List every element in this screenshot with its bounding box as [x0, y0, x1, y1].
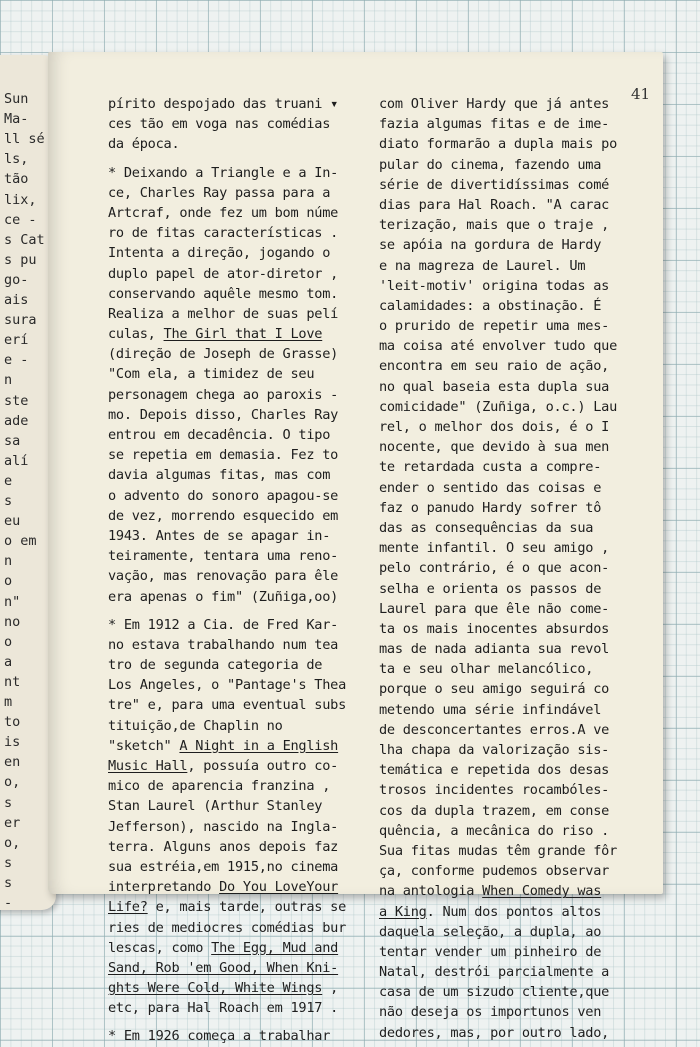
- text-segment: lescas, como: [108, 939, 212, 956]
- text-line: ta os mais inocentes absurdos: [379, 620, 610, 637]
- facing-page-fragment: a: [4, 653, 13, 670]
- left-column: [108, 94, 418, 1047]
- text-line: Intenta a direção, jogando o: [108, 245, 331, 262]
- text-line: o prurido de repetir uma mes-: [379, 318, 610, 335]
- text-line: das as consequências da sua: [379, 519, 594, 536]
- text-line: [108, 736, 418, 756]
- text-segment: . Num dos pontos altos: [426, 903, 602, 920]
- facing-page-fragment: s: [4, 854, 13, 871]
- facing-page-fragment: o em: [4, 533, 37, 550]
- text-line: Realiza a melhor de suas pelí: [108, 305, 339, 322]
- facing-page-fragment: o,: [4, 774, 21, 791]
- text-line: 'leit-motiv' origina todas as: [379, 277, 610, 294]
- facing-page-fragment: -: [4, 895, 13, 910]
- facing-page-fragment: alí: [4, 452, 29, 469]
- text-segment: "sketch": [108, 737, 180, 754]
- text-line: metendo uma série infindável: [379, 701, 602, 718]
- text-line: se repetia em demasia. Fez to: [108, 447, 339, 464]
- facing-page-fragment: sura: [4, 312, 37, 329]
- text-line: ro de fitas características .: [108, 225, 339, 242]
- text-line: * Em 1926 começa a trabalhar: [108, 1028, 331, 1045]
- text-line: mente infantil. O seu amigo ,: [379, 540, 610, 557]
- text-line: "Com ela, a timidez de seu: [108, 366, 315, 383]
- facing-page-fragment: s pu: [4, 251, 37, 268]
- right-column: [379, 94, 649, 1043]
- text-line: selha e orienta os passos de: [379, 580, 602, 597]
- text-segment: ,: [322, 980, 339, 997]
- text-line: etc, para Hal Roach em 1917 .: [108, 1000, 339, 1017]
- text-line: o advento do sonoro apagou-se: [108, 487, 339, 504]
- text-line: terra. Alguns anos depois faz: [108, 838, 339, 855]
- facing-page-fragment: lix,: [4, 191, 37, 208]
- facing-page-fragment: o,: [4, 834, 21, 851]
- text-line: mas de nada adianta sua revol: [379, 641, 610, 658]
- facing-page-fragment: ste: [4, 392, 29, 409]
- typewritten-page: [48, 52, 663, 1045]
- text-segment: interpretando: [108, 879, 220, 896]
- text-line: * Deixando a Triangle e a In-: [108, 164, 339, 181]
- text-segment: culas,: [108, 326, 164, 343]
- facing-page-fragment: nt: [4, 673, 21, 690]
- text-line: quência, a mecânica do riso .: [379, 822, 610, 839]
- facing-page-fragment: s: [4, 493, 13, 509]
- facing-page-fragment: erí: [4, 332, 29, 349]
- text-line: Natal, destrói parcialmente a: [379, 964, 610, 981]
- facing-page-fragment: Sun: [4, 91, 29, 107]
- text-line: Sua fitas mudas têm grande fôr: [379, 842, 618, 859]
- text-line: não deseja os importunos ven: [379, 1004, 602, 1021]
- text-line: era apenas o fim" (Zuñiga,oo): [108, 588, 339, 605]
- facing-page-fragment: en: [4, 754, 21, 771]
- text-segment: e, mais tarde, outras se: [147, 899, 347, 916]
- text-line: ta e seu olhar melancólico,: [379, 661, 594, 678]
- text-line: terização, mais que o traje ,: [379, 217, 610, 234]
- facing-page-fragment: ls,: [4, 151, 29, 168]
- film-title: The Girl that I Love: [163, 326, 323, 343]
- facing-page-fragment: go-: [4, 271, 29, 288]
- facing-page-fragment: ais: [4, 292, 29, 308]
- page-number: 41: [631, 85, 651, 103]
- facing-page-fragment: ce -: [4, 211, 37, 228]
- text-line: Los Angeles, o "Pantage's Thea: [108, 677, 347, 694]
- text-line: vação, mas renovação para êle: [108, 568, 339, 585]
- facing-page-fragment: n: [4, 372, 13, 389]
- text-line: calamidades: a obstinação. É: [379, 297, 602, 314]
- paragraph-gap: [108, 607, 418, 615]
- film-title: Life?: [108, 899, 148, 916]
- facing-page-fragment: to: [4, 714, 21, 731]
- film-title: Music Hall: [108, 758, 188, 774]
- text-line: [108, 756, 418, 776]
- text-line: [108, 324, 418, 344]
- text-line: Laurel para que êle não come-: [379, 600, 610, 617]
- facing-page-fragment: e: [4, 472, 13, 489]
- film-title: Sand, Rob 'em Good, When Kni-: [108, 959, 339, 976]
- text-line: encontra em seu raio de ação,: [379, 358, 610, 375]
- text-line: ma coisa até envolver tudo que: [379, 338, 618, 355]
- text-line: no qual baseia esta dupla sua: [379, 378, 610, 395]
- text-line: [379, 902, 649, 922]
- text-line: com Oliver Hardy que já antes: [379, 96, 610, 112]
- text-line: fazia algumas fitas e de ime-: [379, 116, 610, 133]
- text-line: e na magreza de Laurel. Um: [379, 257, 586, 274]
- text-line: trosos incidentes rocambóles-: [379, 782, 610, 799]
- text-line: pular do cinema, fazendo uma: [379, 156, 602, 173]
- text-line: pírito despojado das truani ▾: [108, 96, 339, 112]
- text-line: pelo contrário, é o que acon-: [379, 560, 610, 577]
- text-line: temática e repetida dos desas: [379, 762, 610, 779]
- film-title: A Night in a English: [179, 737, 339, 754]
- text-line: porque o seu amigo seguirá co: [379, 681, 610, 698]
- text-segment: na antologia: [379, 883, 483, 900]
- facing-page-fragment: ll sé: [4, 131, 45, 148]
- text-line: ça, conforme pudemos observar: [379, 863, 610, 880]
- facing-page-fragment: no: [4, 613, 21, 630]
- text-line: mico de aparencia franzina ,: [108, 778, 331, 795]
- text-line: casa de um sizudo cliente,que: [379, 984, 610, 1001]
- text-line: conservando aquêle mesmo tom.: [108, 285, 339, 302]
- text-line: se apóia na gordura de Hardy: [379, 237, 602, 254]
- text-line: tre" e, para uma eventual subs: [108, 697, 347, 714]
- text-line: tentar vender um pinheiro de: [379, 943, 602, 960]
- text-line: comicidade" (Zuñiga, o.c.) Lau: [379, 398, 618, 415]
- text-line: cos da dupla trazem, em conse: [379, 802, 610, 819]
- film-title: When Comedy was: [482, 883, 602, 900]
- facing-page-fragment: tão: [4, 171, 29, 188]
- text-line: ces tão em voga nas comédias: [108, 116, 331, 133]
- text-line: tituição,de Chaplin no: [108, 717, 283, 734]
- text-line: [108, 938, 418, 958]
- text-line: sua estréia,em 1915,no cinema: [108, 858, 339, 875]
- facing-page-fragment: o: [4, 633, 13, 650]
- text-line: tro de segunda categoria de: [108, 657, 323, 674]
- facing-page-fragment: s: [4, 794, 13, 811]
- text-line: Jefferson), nascido na Ingla-: [108, 818, 339, 835]
- text-line: dedores, mas, por outro lado,: [379, 1024, 610, 1041]
- text-line: de vez, morrendo esquecido em: [108, 507, 339, 524]
- text-line: 1943. Antes de se apagar in-: [108, 527, 331, 544]
- film-title: Do You LoveYour: [219, 879, 339, 896]
- text-line: teiramente, tentara uma reno-: [108, 548, 339, 565]
- facing-page-fragment: m: [4, 694, 13, 710]
- facing-page-fragment: s: [4, 874, 13, 891]
- text-line: [108, 897, 418, 917]
- facing-page-fragment: n": [4, 593, 21, 610]
- text-line: duplo papel de ator-diretor ,: [108, 265, 339, 282]
- film-title: a King: [379, 903, 427, 920]
- facing-page-fragment: n: [4, 553, 13, 570]
- text-line: entrou em decadência. O tipo: [108, 427, 331, 443]
- text-line: personagem chega ao paroxis -: [108, 386, 339, 403]
- text-line: [379, 881, 649, 901]
- facing-page-fragment: s Cat: [4, 231, 45, 248]
- text-segment: , possuía outro co-: [187, 758, 339, 774]
- facing-page-fragment: o: [4, 573, 13, 590]
- text-line: da época.: [108, 136, 180, 153]
- text-line: davia algumas fitas, mas com: [108, 467, 331, 484]
- paragraph-gap: [108, 155, 418, 163]
- facing-page-fragment: sa: [4, 432, 21, 449]
- text-line: ce, Charles Ray passa para a: [108, 184, 331, 201]
- facing-page-fragment: Ma-: [4, 111, 29, 128]
- text-line: mo. Depois disso, Charles Ray: [108, 406, 339, 423]
- text-line: * Em 1912 a Cia. de Fred Kar-: [108, 616, 339, 633]
- facing-page-fragment: er: [4, 814, 21, 831]
- text-line: diato formarão a dupla mais po: [379, 136, 618, 153]
- text-line: Stan Laurel (Arthur Stanley: [108, 798, 323, 815]
- text-line: de desconcertantes erros.A ve: [379, 721, 610, 738]
- facing-page-fragment: is: [4, 734, 21, 751]
- film-title: ghts Were Cold, White Wings: [108, 980, 323, 997]
- facing-page-fragment: eu: [4, 513, 21, 530]
- text-line: nocente, que devido à sua men: [379, 439, 610, 456]
- text-line: série de divertidíssimas comé: [379, 176, 610, 193]
- text-line: ries de mediocres comédias bur: [108, 919, 347, 936]
- film-title: The Egg, Mud and: [211, 939, 339, 956]
- text-line: rel, o melhor dos dois, é o I: [379, 419, 610, 435]
- text-line: [108, 958, 418, 978]
- text-line: no estava trabalhando num tea: [108, 636, 339, 653]
- text-line: ender o sentido das coisas e: [379, 479, 602, 496]
- text-line: Artcraf, onde fez um bom núme: [108, 204, 339, 221]
- text-line: [108, 877, 418, 897]
- facing-page-fragment: ade: [4, 412, 29, 429]
- text-line: faz o panudo Hardy sofrer tô: [379, 499, 602, 516]
- text-line: (direção de Joseph de Grasse): [108, 346, 339, 363]
- text-line: [108, 978, 418, 998]
- text-line: daquela seleção, a dupla, ao: [379, 923, 602, 940]
- paragraph-gap: [108, 1018, 418, 1026]
- text-line: lha chapa da valorização sis-: [379, 742, 610, 758]
- facing-page-fragment: e -: [4, 352, 29, 369]
- text-line: dias para Hal Roach. "A carac: [379, 196, 610, 213]
- text-line: te retardada custa a compre-: [379, 459, 602, 476]
